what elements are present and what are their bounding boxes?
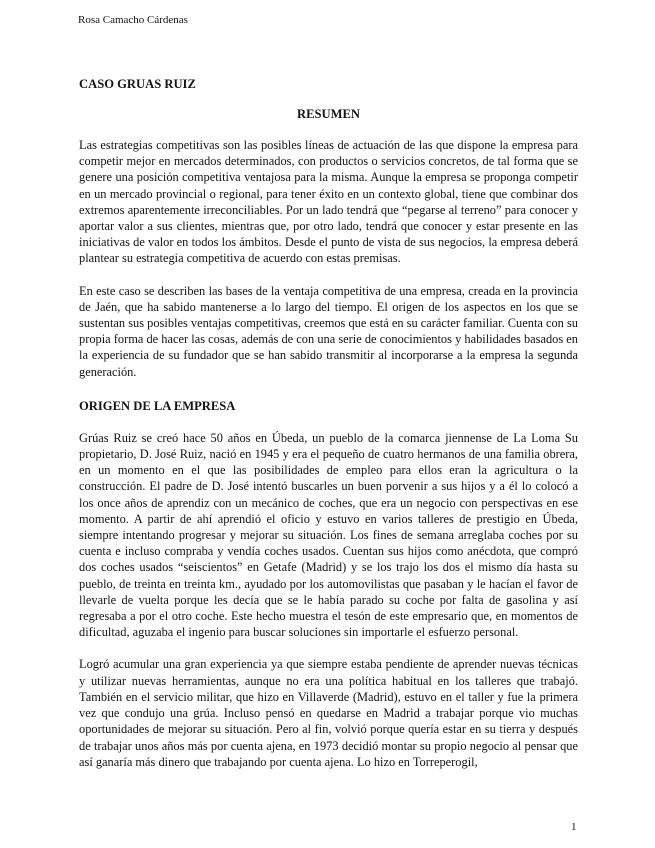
origin-paragraph-2: Logró acumular una gran experiencia ya que siempre estaba pendiente de aprender nuevas técnicas y utilizar nuevas herramientas, aunque no era una política habitual en los talleres que trabajó. También en el servicio militar, que hizo en Villaverde (Madrid), estuvo en el taller y fue la primera vez que condujo una grúa. Incluso pensó en quedarse en Madrid a trabajar porque vio muchas oportunidades de mejorar su situación. Pero al fin, volvió porque quería estar en su tierra y después de trabajar unos años más por cuenta ajena, en 1973 decidió montar su propio negocio al pensar que así ganaría más dinero que trabajando por cuenta ajena. Lo hizo en Torreperogil, <box>79 657 578 769</box>
running-header-author: Rosa Camacho Cárdenas <box>78 14 188 26</box>
summary-paragraph-1: Las estrategias competitivas son las posibles líneas de actuación de las que dispone la empresa para competir mejor en mercados determinados, con productos o servicios concretos, de tal forma que se genere una posición competitiva ventajosa para la misma. Aunque la empresa se proponga competir en un mercado provincial o regional, para tener éxito en un contexto global, tiene que combinar dos extremos aparentemente irreconciliables. Por un lado tendrá que “pegarse al terreno” para conocer y aportar valor a sus clientes, mientras que, por otro lado, tendrá que conocer y estar presente en las iniciativas de valor en todos los ámbitos. Desde el punto de vista de sus negocios, la empresa deberá plantear su estrategia competitiva de acuerdo con estas premisas. <box>79 138 578 266</box>
summary-paragraph-2: En este caso se describen las bases de la ventaja competitiva de una empresa, creada en la provincia de Jaén, que ha sabido mantenerse a lo largo del tiempo. El origen de los aspectos en los que se sustentan sus posibles ventajas competitivas, creemos que está en su carácter familiar. Cuenta con su propia forma de hacer las cosas, además de con una serie de conocimientos y habilidades basados en la experiencia de su fundador que se han sabido transmitir al incorporarse a la empresa la segunda generación. <box>79 283 578 379</box>
page-number: 1 <box>571 821 577 833</box>
case-title: CASO GRUAS RUIZ <box>79 77 196 91</box>
origin-paragraph-1: Grúas Ruiz se creó hace 50 años en Úbeda, un pueblo de la comarca jiennense de La Loma Su propietario, D. José Ruiz, nació en 1945 y era el pequeño de cuatro hermanos de una familia obrera, en un momento en el que las posibilidades de empleo para ellos eran la agricultura o la construcción. El padre de D. José intentó buscarles un buen porvenir a sus hijos y a él lo colocó a los once años de aprendiz con un mecánico de coches, que era un negocio con perspectivas en ese momento. A partir de ahí aprendió el oficio y estuvo en varios talleres de prestigio en Úbeda, siempre intentando progresar y mejorar su situación. Los fines de semana arreglaba coches por su cuenta e incluso compraba y vendía coches usados. Cuentan sus hijos como anécdota, que compró dos coches usados “seiscientos” en Getafe (Madrid) y se los trajo los dos el mismo día hasta su pueblo, de treinta en treinta km., ayudado por los automovilistas que pasaban y le hacían el favor de llevarle de vuelta porque les decía que se le había parado su coche por falta de gasolina y así regresaba a por el otro coche. Este hecho muestra el tesón de este empresario que, en momentos de dificultad, aguzaba el ingenio para buscar soluciones sin importarle el esfuerzo personal. <box>79 430 578 640</box>
document-body <box>79 76 578 770</box>
section-heading-origin: ORIGEN DE LA EMPRESA <box>79 398 236 413</box>
summary-heading: RESUMEN <box>297 107 360 121</box>
